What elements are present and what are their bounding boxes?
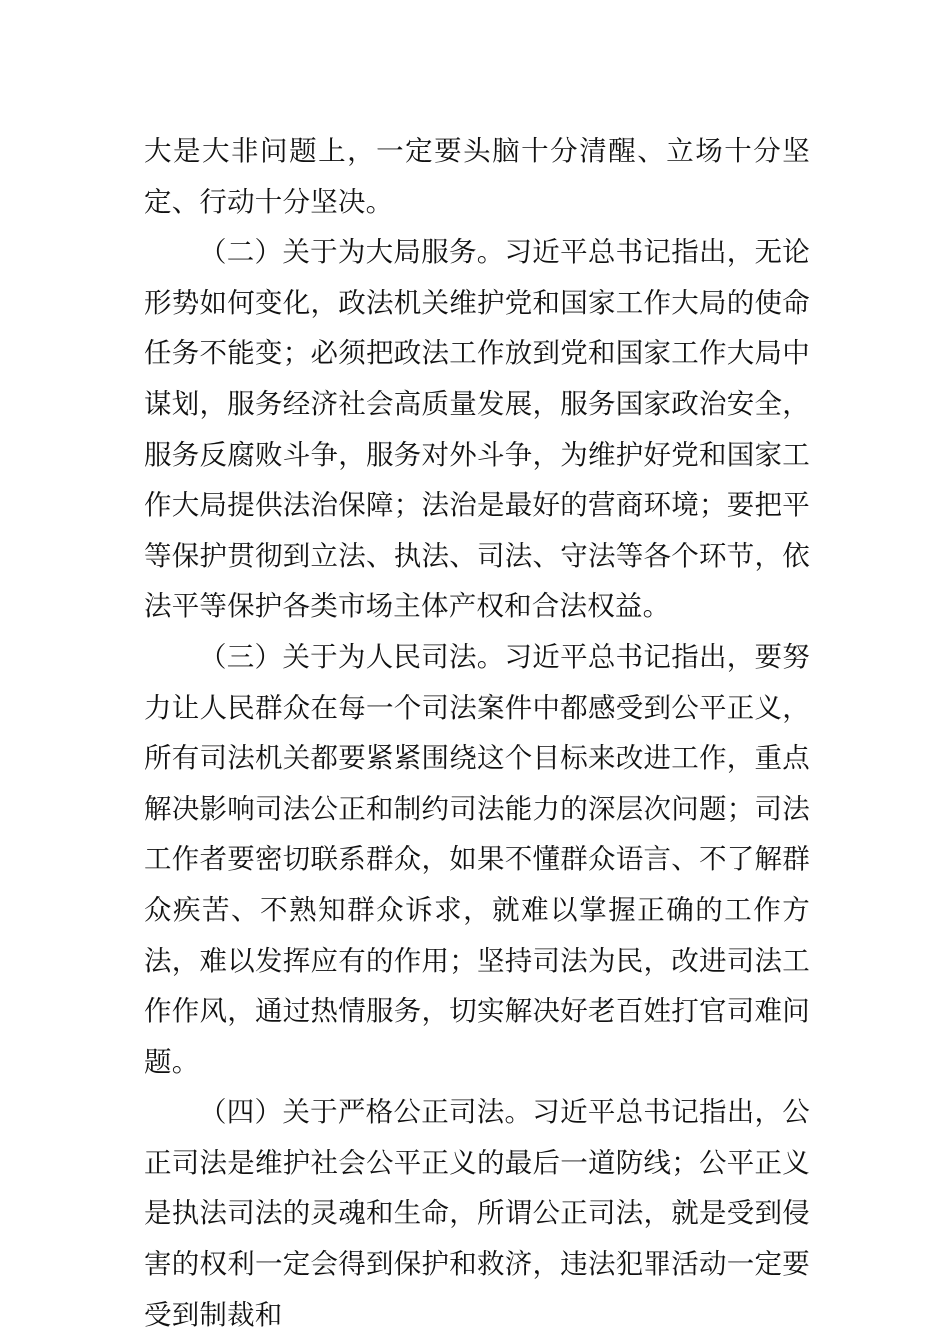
paragraph-serve-overall-situation: （二）关于为大局服务。习近平总书记指出，无论形势如何变化，政法机关维护党和国家工作大局的使命任务不能变；必须把政法工作放到党和国家工作大局中谋划，服务经济社会高质量发展，服务国家政治安全，服务反腐败斗争，服务对外斗争，为维护好党和国家工作大局提供法治保障；法治是最好的营商环境；要把平等保护贯彻到立法、执法、司法、守法等各个环节，依法平等保护各类市场主体产权和合法权益。 [144,236,810,623]
paragraph-justice-for-people: （三）关于为人民司法。习近平总书记指出，要努力让人民群众在每一个司法案件中都感受到公平正义，所有司法机关都要紧紧围绕这个目标来改进工作，重点解决影响司法公正和制约司法能力的深层次问题；司法工作者要密切联系群众，如果不懂群众语言、不了解群众疾苦、不熟知群众诉求，就难以掌握正确的工作方法，难以发挥应有的作用；坚持司法为民，改进司法工作作风，通过热情服务，切实解决好老百姓打官司难问题。 [144,640,810,1078]
paragraph-continuation: 大是大非问题上，一定要头脑十分清醒、立场十分坚定、行动十分坚决。 [144,135,810,218]
document-body [144,126,810,1340]
paragraph-strict-fair-justice: （四）关于严格公正司法。习近平总书记指出，公正司法是维护社会公平正义的最后一道防线；公平正义是执法司法的灵魂和生命，所谓公正司法，就是受到侵害的权利一定会得到保护和救济，违法犯罪活动一定要受到制裁和 [144,1096,810,1331]
